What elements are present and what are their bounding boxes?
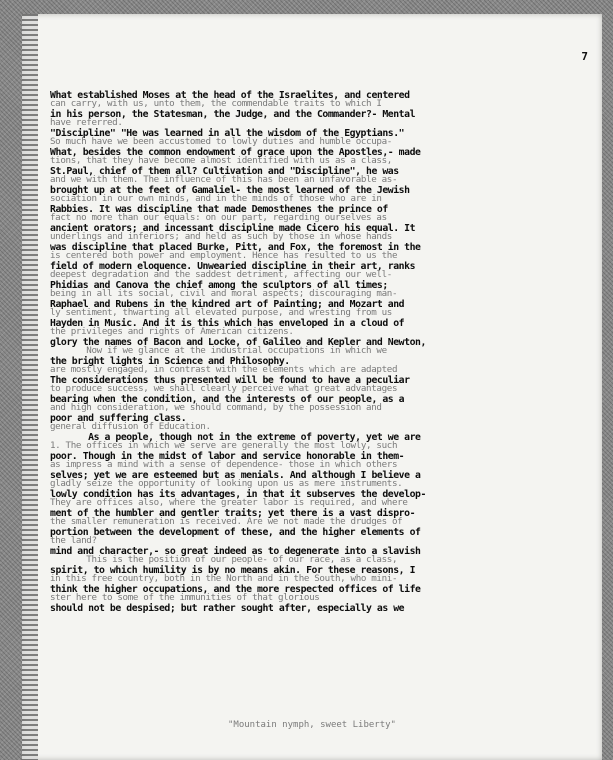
bleed-through-line: ster here to some of the immunities of that glorious: [50, 593, 320, 602]
bleed-through-line: in this free country, both in the North and in the South, who mini-: [50, 574, 398, 583]
text-line: should not be despised; but rather sought after, especially as we: [50, 603, 405, 614]
bleed-through-line: deepest degradation and the saddest detriment, affecting our well-: [50, 270, 392, 279]
text-line: poor. Though in the midst of labor and service honorable in them-: [50, 451, 405, 462]
text-line: portion between the development of these, and the higher elements of: [50, 527, 421, 538]
text-line: What, besides the common endowment of grace upon the Apostles,- made: [50, 147, 421, 158]
bleed-through-line: This is the position of our people- of our race, as a class,: [50, 555, 398, 564]
text-line: As a people, though not in the extreme of poverty, yet we are: [50, 432, 421, 443]
text-line: Phidias and Canova the chief among the sculptors of all times;: [50, 280, 388, 291]
bleed-through-line: underlings and inferiors; and held as such by those in whose hands: [50, 232, 392, 241]
bleed-through-line: So much have we been accustomed to lowly duties and humble occupa-: [50, 137, 392, 146]
bleed-through-line: the privileges and rights of American citizens.: [50, 327, 294, 336]
text-line: lowly condition has its advantages, in that it subserves the develop-: [50, 489, 426, 500]
text-line: "Discipline" "He was learned in all the wisdom of the Egyptians.": [50, 128, 405, 139]
text-line: think the higher occupations, and the more respected offices of life: [50, 584, 421, 595]
bleed-through-line: and high consideration, we should command, by the possession and: [50, 403, 382, 412]
bleed-through-line: the smaller remuneration is received. Are we not made the drudges of: [50, 517, 403, 526]
bleed-through-line: are mostly engaged, in contrast with the elements which are adapted: [50, 365, 398, 374]
text-line: St.Paul, chief of them all? Cultivation and "Discipline", he was: [50, 166, 399, 177]
text-line: Rabbies. It was discipline that made Demosthenes the prince of: [50, 204, 388, 215]
text-line: Hayden in Music. And it is this which has enveloped in a cloud of: [50, 318, 405, 329]
text-line: was discipline that placed Burke, Pitt, and Fox, the foremost in the: [50, 242, 421, 253]
typewritten-text-block: [50, 90, 600, 615]
bleed-through-line: They are offices also, where the greater labor is required, and where: [50, 498, 408, 507]
bleed-through-line: being in all its social, civil and moral aspects; discouraging man-: [50, 289, 398, 298]
bleed-through-line: is centered both power and employment. Hence has resulted to us the: [50, 251, 398, 260]
text-line: spirit, to which humility is by no means akin. For these reasons, I: [50, 565, 416, 576]
bleed-through-line: 1. The offices in which we serve are generally the most lowly, such: [50, 441, 398, 450]
bleed-through-line: ly sentiment, thwarting all elevated purpose, and wresting from us: [50, 308, 392, 317]
bleed-through-line: and we with them. The influence of this has been an unfavorable as-: [50, 175, 398, 184]
text-line: in his person, the Statesman, the Judge, and the Commander?- Mental: [50, 109, 416, 120]
text-line: glory the names of Bacon and Locke, of Galileo and Kepler and Newton,: [50, 337, 426, 348]
footer-quote: "Mountain nymph, sweet Liberty": [228, 720, 396, 730]
scanned-binding-edge: [22, 14, 38, 760]
text-line: brought up at the feet of Gamaliel- the most learned of the Jewish: [50, 185, 410, 196]
document-page: [22, 14, 602, 760]
bleed-through-line: as impress a mind with a sense of dependence- those in which others: [50, 460, 398, 469]
bleed-through-line: Now if we glance at the industrial occupations in which we: [50, 346, 387, 355]
page-number: 7: [581, 50, 588, 63]
bleed-through-line: tions, that they have become almost identified with us as a class,: [50, 156, 392, 165]
text-line: ment of the humbler and gentler traits; yet there is a vast dispro-: [50, 508, 416, 519]
text-line: mind and character,- so great indeed as to degenerate into a slavish: [50, 546, 421, 557]
text-line: Raphael and Rubens in the kindred art of Painting; and Mozart and: [50, 299, 405, 310]
bleed-through-line: sociation in our own minds, and in the minds of those who are in: [50, 194, 382, 203]
text-line: the bright lights in Science and Philosophy.: [50, 356, 290, 367]
bleed-through-line: to produce success, we shall clearly perceive what great advantages: [50, 384, 398, 393]
text-line: selves; yet we are esteemed but as menials. And although I believe a: [50, 470, 421, 481]
text-line: ancient orators; and incessant discipline made Cicero his equal. It: [50, 223, 416, 234]
text-line: bearing when the condition, and the interests of our people, as a: [50, 394, 405, 405]
bleed-through-line: fact no more than our equals: on our part, regarding ourselves as: [50, 213, 387, 222]
text-line: The considerations thus presented will be found to have a peculiar: [50, 375, 410, 386]
bleed-through-line: have referred.: [50, 118, 123, 127]
text-line: poor and suffering class.: [50, 413, 187, 424]
bleed-through-line: can carry, with us, unto them, the commendable traits to which I: [50, 99, 382, 108]
text-line: What established Moses at the head of the Israelites, and centered: [50, 90, 410, 101]
text-line: field of modern eloquence. Unwearied discipline in their art, ranks: [50, 261, 416, 272]
bleed-through-line: gladly seize the opportunity of looking upon us as mere instruments.: [50, 479, 403, 488]
bleed-through-line: general diffusion of Education.: [50, 422, 211, 431]
bleed-through-line: the land?: [50, 536, 97, 545]
